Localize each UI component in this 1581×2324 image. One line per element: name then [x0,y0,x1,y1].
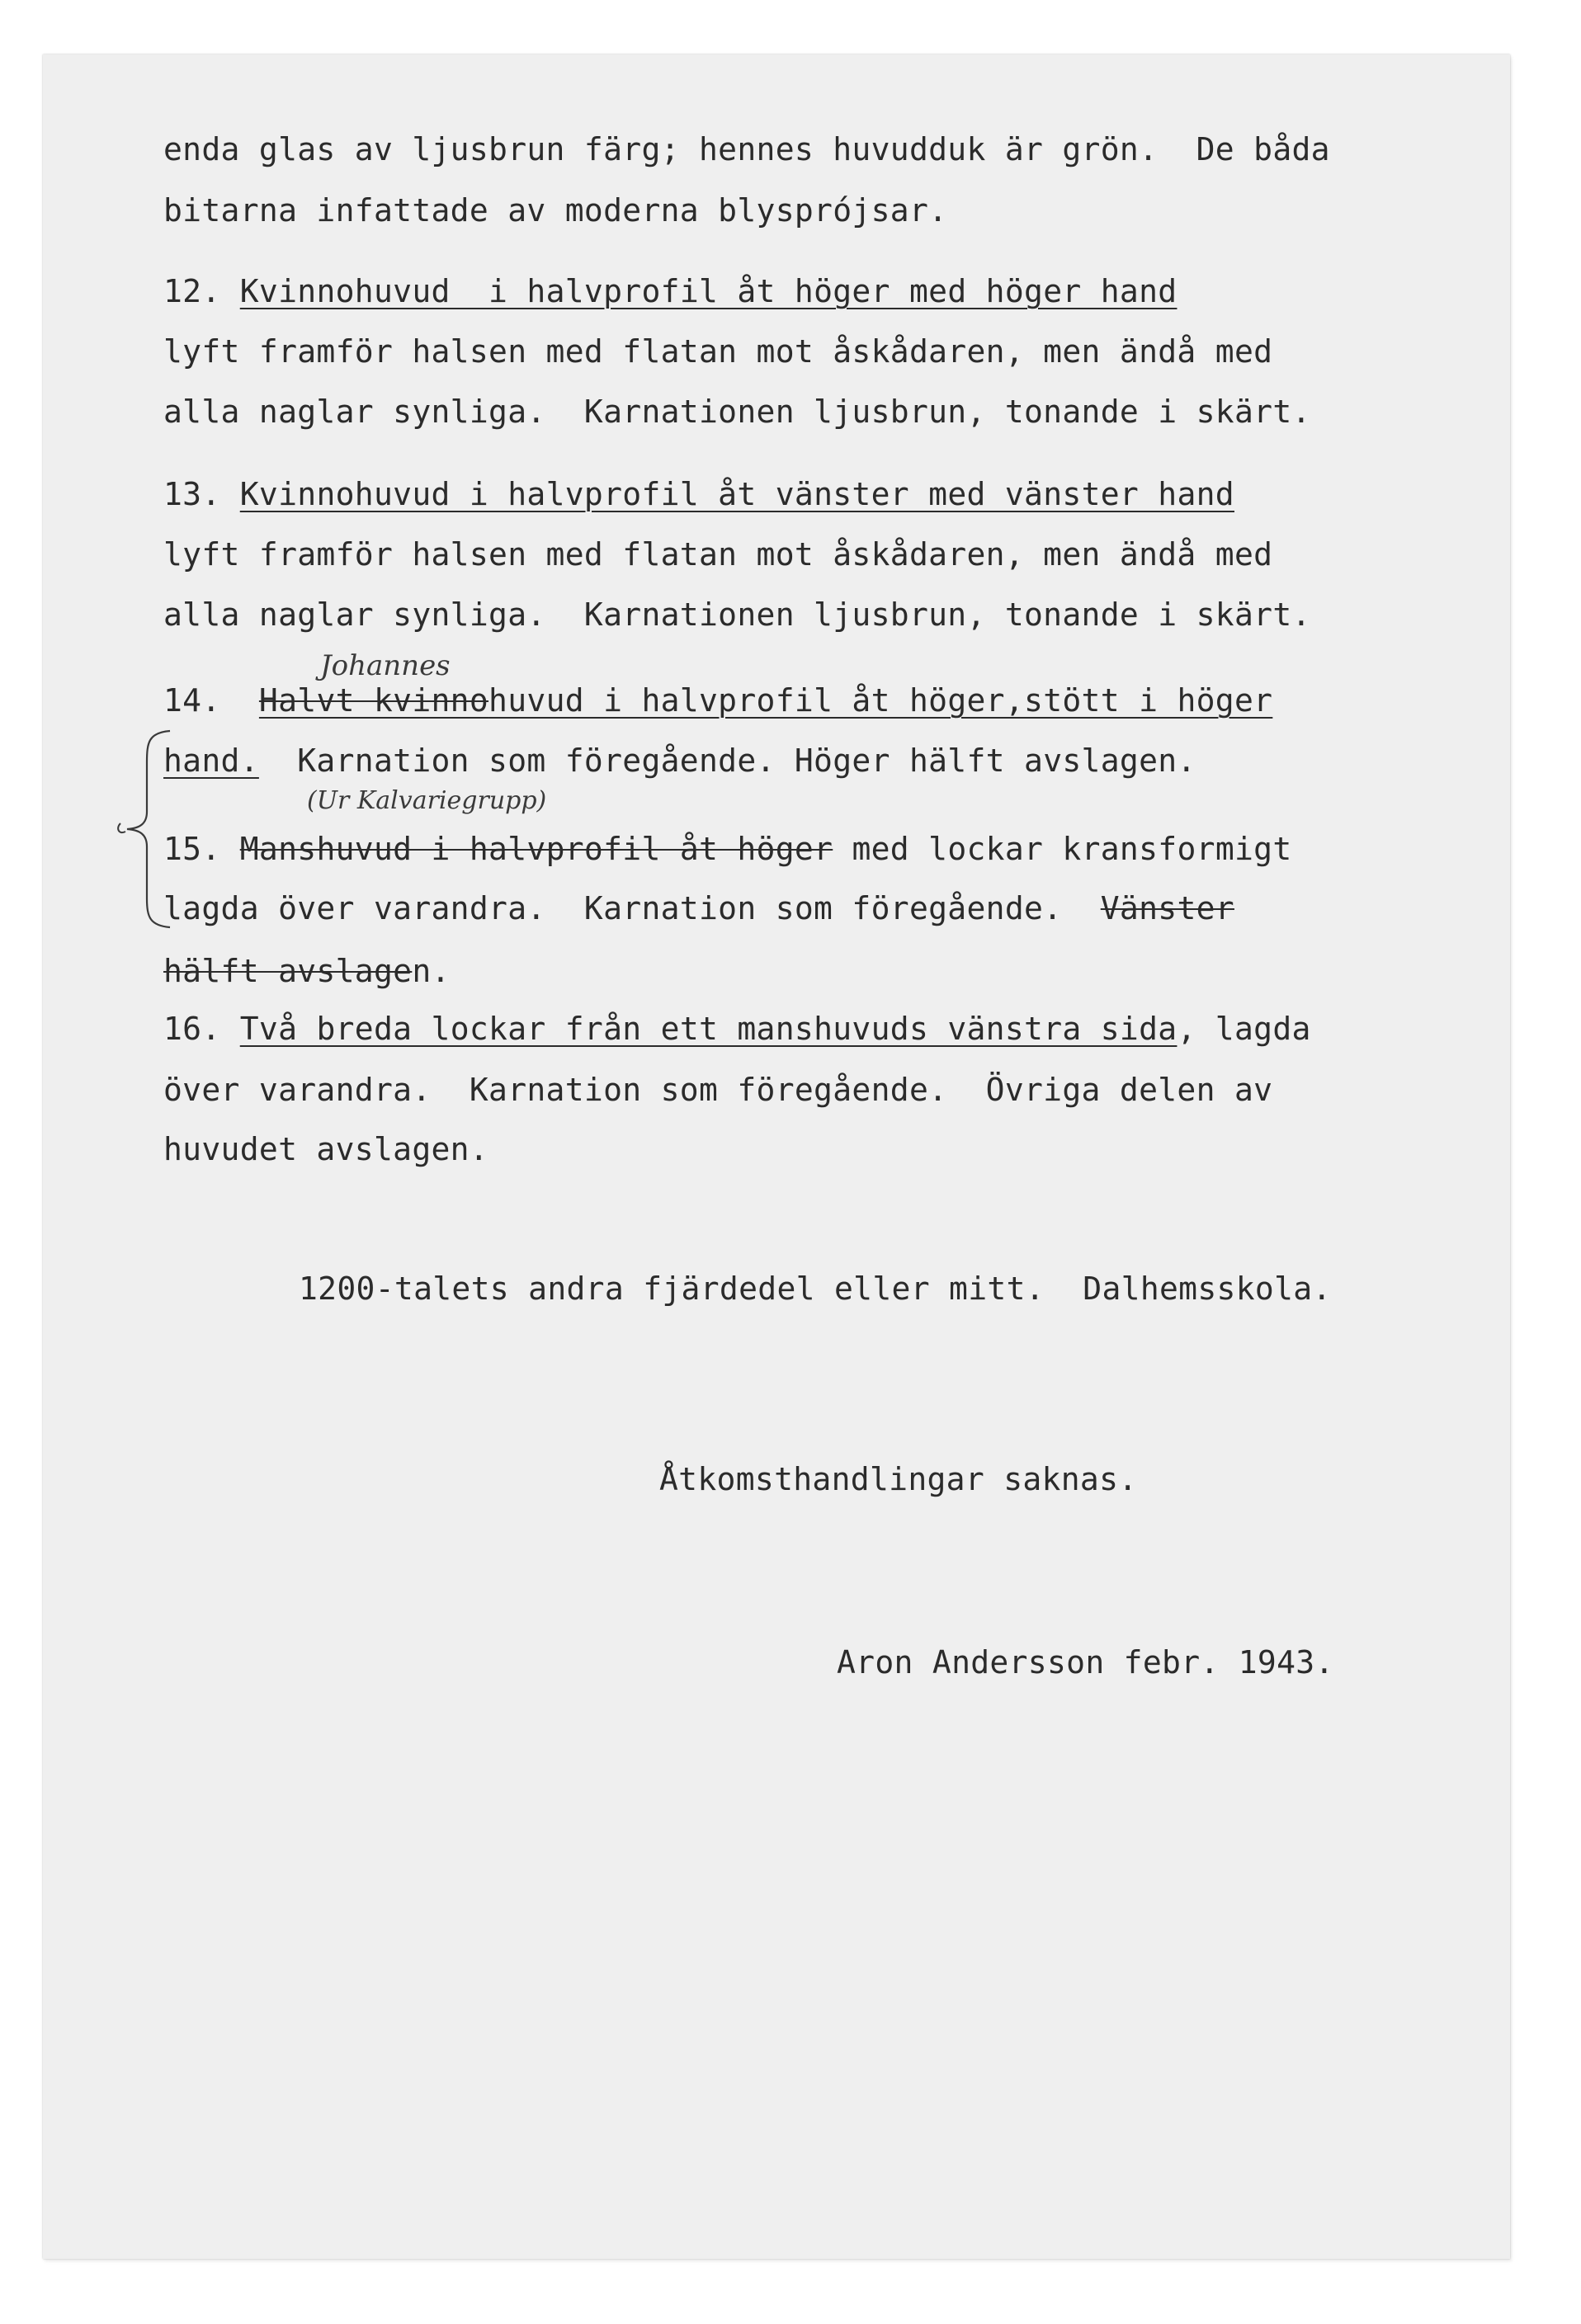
p11-line-2: bitarna infattade av moderna blysprójsar. [163,192,948,229]
p15-line-1 [163,833,1292,865]
p14-number: 14. [163,682,221,719]
p16-line-2: över varandra. Karnation som föregående. Övriga delen av [163,1072,1273,1108]
document-sheet [43,54,1510,2259]
p16-number: 16. [163,1011,221,1047]
p14-title-rest: huvud i halvprofil åt höger,stött i höger [488,682,1273,719]
p14-line-2 [163,742,1196,779]
p15-struck-3: hälft avslage [163,953,413,989]
p15-end: n. [412,953,451,989]
dating-line: 1200-talets andra fjärdedel eller mitt. Dalhemsskola. [299,1270,1332,1307]
p15-line-3 [163,955,451,987]
acquisition-line: Åtkomsthandlingar saknas. [659,1461,1138,1497]
p14-description: Karnation som föregående. Höger hälft avslagen. [297,742,1196,779]
handwritten-paren-note: (Ur Kalvariegrupp) [307,786,547,815]
p12-line-2: lyft framför halsen med flatan mot åskådaren, men ändå med [163,333,1273,370]
p16-rest: , lagda [1177,1011,1311,1047]
p11-line-1: enda glas av ljusbrun färg; hennes huvudduk är grön. De båda [163,131,1330,167]
p16-title: Två breda lockar från ett manshuvuds vänstra sida [239,1011,1177,1047]
p15-description: lagda över varandra. Karnation som föregående. [163,890,1063,926]
handwritten-johannes: Johannes [320,649,451,682]
p15-line-2 [163,890,1234,926]
p16-line-1 [163,1011,1311,1047]
signature-line: Aron Andersson febr. 1943. [837,1644,1334,1681]
p12-line-1 [163,273,1177,309]
p13-line-2: lyft framför halsen med flatan mot åskådaren, men ändå med [163,536,1273,573]
p13-line-1 [163,478,1234,510]
p14-struck: Halvt kvinno [258,682,489,719]
p15-rest: med lockar kransformigt [852,831,1292,867]
p13-title: Kvinnohuvud i halvprofil åt vänster med vänster hand [239,476,1234,512]
p14-line-1 [163,682,1273,719]
p16-line-3: huvudet avslagen. [163,1131,489,1167]
p13-line-3: alla naglar synliga. Karnationen ljusbrun, tonande i skärt. [163,596,1311,633]
p15-struck-2: Vänster [1100,890,1234,926]
p15-struck: Manshuvud i halvprofil åt höger [239,831,833,867]
p12-number: 12. [163,273,221,309]
p12-title: Kvinnohuvud i halvprofil åt höger med höger hand [239,273,1177,309]
p13-number: 13. [163,476,221,512]
p14-hand-word: hand. [163,742,259,779]
p12-line-3: alla naglar synliga. Karnationen ljusbrun, tonande i skärt. [163,394,1311,430]
p15-number: 15. [163,831,221,867]
